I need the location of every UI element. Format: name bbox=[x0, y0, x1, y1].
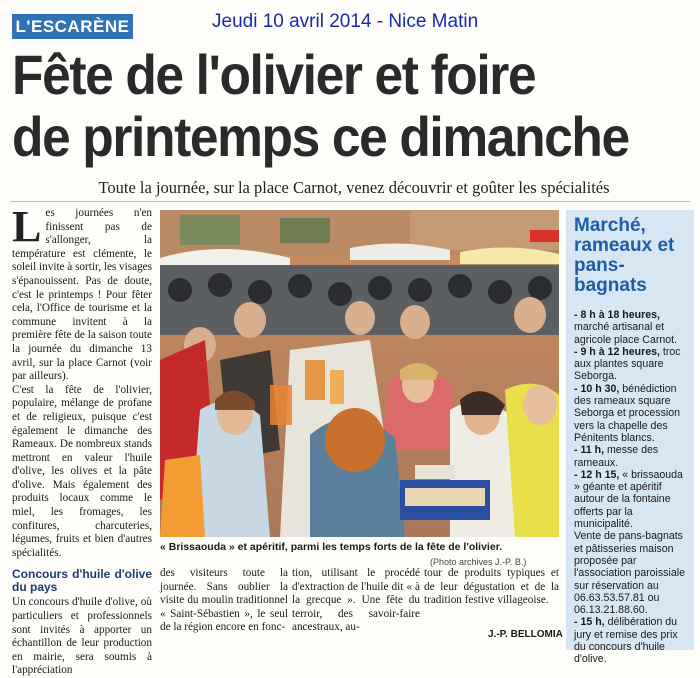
program-item: - 12 h 15, « brissaouda » géante et apéritif autour de la fontaine offerts par la municipalité. bbox=[574, 468, 683, 531]
dateline: Jeudi 10 avril 2014 - Nice Matin bbox=[212, 11, 479, 32]
sidebar-title: Marché, rameaux et pans-bagnats bbox=[574, 215, 675, 296]
article-column-4 bbox=[424, 567, 559, 608]
paragraph-fete: C'est la fête de l'olivier, populaire, mélange de profane et de religieux, puisque c'est également le dimanche des Rameaux. De nombreux stands mettront en valeur l'huile d'olive, les olives et la pâte d'olive. Mais également des produits locaux comme le miel, les fromages, les confitures, charcuteries, légumes, fruits et bien d'autres spécialités. bbox=[12, 383, 152, 559]
article-column-3 bbox=[292, 567, 420, 635]
divider bbox=[10, 201, 690, 202]
program-item: Vente de pans-bagnats et pâtisseries maison proposée par l'association paroissiale sur réservation au 06.63.53.57.81 ou 06.13.21.88.60. bbox=[574, 530, 685, 617]
column-3-text: tion, utilisant le procédé d'extraction de l'huile dit « à la grecque ». Une fête du terroir, des savoir-faire ancestraux, au- bbox=[292, 567, 420, 634]
headline-line-2: de printemps ce dimanche bbox=[12, 105, 629, 168]
photo-credit: (Photo archives J.-P. B.) bbox=[430, 557, 527, 567]
photo-caption: « Brissaouda » et apéritif, parmi les temps forts de la fête de l'olivier. bbox=[160, 541, 503, 553]
section-tag: L'ESCARÈNE bbox=[12, 14, 133, 39]
column-4-text: tour de produits typiques et de leur dégustation et de la tradition festive villageoise. bbox=[424, 567, 559, 607]
dropcap: L bbox=[12, 202, 42, 251]
subhead: Toute la journée, sur la place Carnot, venez découvrir et goûter les spécialités bbox=[98, 178, 610, 197]
column-2-text: des visiteurs toute la journée. Sans oublier la visite du moulin traditionnel « Saint-Sébastien », le seul de la région encore en fonc- bbox=[160, 567, 288, 634]
program-item: - 8 h à 18 heures, marché artisanal et agricole place Carnot. bbox=[574, 309, 678, 346]
headline-line-1: Fête de l'olivier et foire bbox=[12, 43, 536, 106]
paragraph-concours: Un concours d'huile d'olive, où particuliers et professionnels sont invités à apporter un échantillon de leur production en mairie, sera soumis à l'appréciation bbox=[12, 596, 152, 677]
author-signature: J.-P. BELLOMIA bbox=[488, 629, 563, 640]
article-column-2 bbox=[160, 567, 288, 635]
market-photo bbox=[160, 210, 559, 537]
market-photo-illustration bbox=[160, 210, 559, 537]
program-item: - 11 h, messe des rameaux. bbox=[574, 444, 659, 469]
section-subtitle: Concours d'huile d'olive du pays bbox=[12, 567, 152, 595]
headline bbox=[12, 44, 696, 168]
article-column-1 bbox=[12, 202, 152, 678]
sidebar-program bbox=[574, 309, 690, 666]
paragraph-intro: es journées n'en finissent pas de s'allonger, la température est clémente, le soleil invite à sortir, les visages s'épanouissent. Pas de doute, c'est le printemps ! Pour fêter cela, l'Office de tourisme et la commune invitent à la première fête de la saison toute la journée du dimanche 13 avril, sur la place Carnot (voir par ailleurs). bbox=[12, 207, 152, 383]
program-item: - 10 h 30, bénédiction des rameaux square Seborga et procession vers la chapelle des Pénitents blancs. bbox=[574, 382, 681, 444]
program-item: - 9 h à 12 heures, troc aux plantes square Seborga. bbox=[574, 345, 681, 383]
program-item: - 15 h, délibération du jury et remise des prix du concours d'huile d'olive. bbox=[574, 616, 678, 666]
